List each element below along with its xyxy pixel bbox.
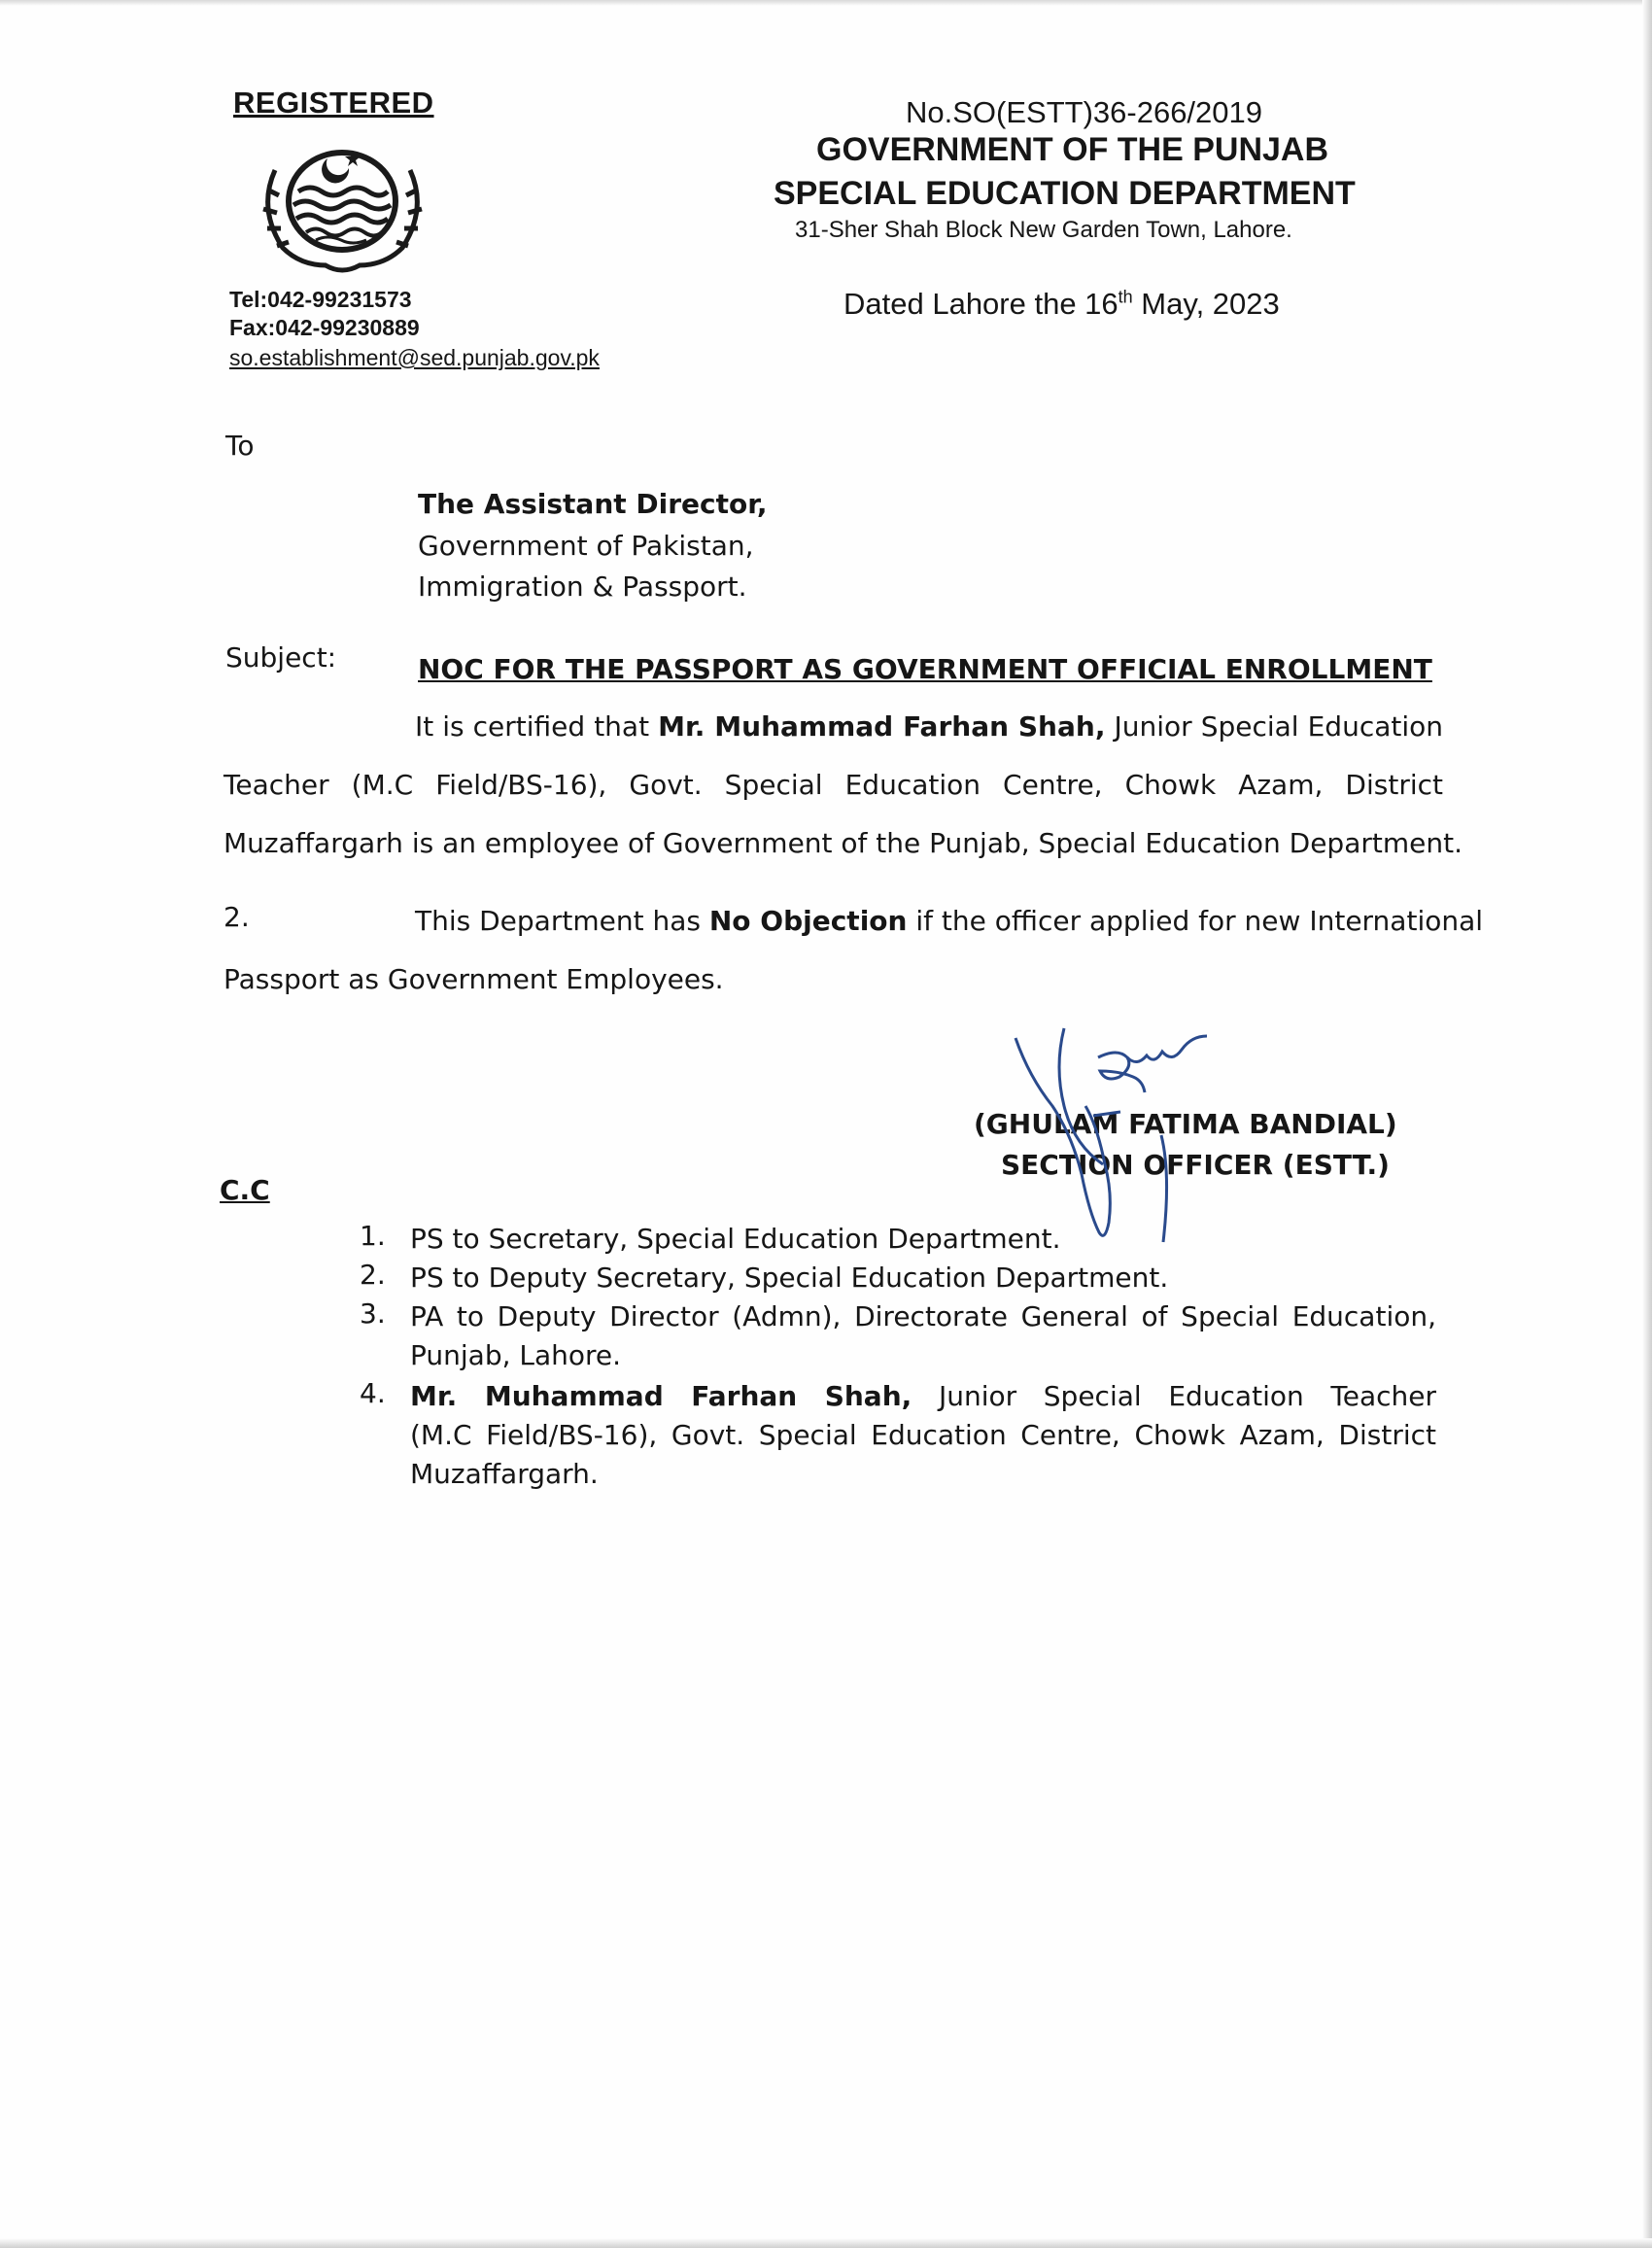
paragraph-1-line-2: Teacher (M.C Field/BS-16), Govt. Special Education Centre, Chowk Azam, District bbox=[224, 769, 1443, 801]
cc-item-2 bbox=[360, 1259, 1436, 1297]
cc-item-number: 4. bbox=[360, 1377, 386, 1409]
paragraph-2-line-2: Passport as Government Employees. bbox=[224, 963, 724, 995]
cc-item-text: PS to Secretary, Special Education Department. bbox=[410, 1223, 1061, 1255]
to-label: To bbox=[225, 430, 255, 462]
letter-date: Dated Lahore the 16th May, 2023 bbox=[843, 287, 1280, 321]
government-name: GOVERNMENT OF THE PUNJAB bbox=[816, 131, 1329, 168]
telephone: Tel:042-99231573 bbox=[229, 287, 412, 312]
reference-number: No.SO(ESTT)36-266/2019 bbox=[906, 95, 1263, 129]
scan-edge-right bbox=[1642, 0, 1652, 2248]
addressee-department: Immigration & Passport. bbox=[418, 571, 747, 603]
paragraph-1-line-3: Muzaffargarh is an employee of Government of the Punjab, Special Education Department. bbox=[224, 827, 1463, 859]
cc-item-number: 3. bbox=[360, 1297, 386, 1330]
subject-label: Subject: bbox=[225, 641, 337, 674]
cc-item-text: PS to Deputy Secretary, Special Education Department. bbox=[410, 1262, 1169, 1294]
scan-edge-top bbox=[0, 0, 1652, 6]
registered-label: REGISTERED bbox=[233, 86, 434, 120]
paragraph-2-line-1: This Department has No Objection if the officer applied for new International bbox=[415, 905, 1484, 937]
department-name: SPECIAL EDUCATION DEPARTMENT bbox=[774, 175, 1356, 212]
cc-item-1 bbox=[360, 1220, 1436, 1259]
paragraph-1 bbox=[224, 698, 1463, 873]
cc-item-3 bbox=[360, 1297, 1436, 1375]
cc-item-text: PA to Deputy Director (Admn), Directorate General of Special Education, bbox=[410, 1300, 1436, 1332]
department-address: 31-Sher Shah Block New Garden Town, Lahore. bbox=[795, 217, 1292, 243]
addressee-organization: Government of Pakistan, bbox=[418, 530, 754, 562]
handwritten-signature bbox=[1006, 1019, 1234, 1252]
cc-item-text-end: Muzaffargarh. bbox=[410, 1458, 599, 1490]
paragraph-2 bbox=[224, 892, 1484, 1009]
punjab-emblem-icon bbox=[248, 131, 437, 277]
cc-item-text: Mr. Muhammad Farhan Shah, Junior Special Education Teacher bbox=[410, 1380, 1436, 1412]
cc-list bbox=[360, 1220, 1436, 1494]
signatory-name: (GHULAM FATIMA BANDIAL) bbox=[974, 1108, 1397, 1140]
cc-label: C.C bbox=[220, 1174, 270, 1206]
subject-text: NOC FOR THE PASSPORT AS GOVERNMENT OFFICIAL ENROLLMENT bbox=[418, 653, 1432, 685]
email-link[interactable]: so.establishment@sed.punjab.gov.pk bbox=[229, 345, 600, 370]
cc-item-text-continued: Punjab, Lahore. bbox=[410, 1339, 622, 1371]
cc-item-number: 2. bbox=[360, 1259, 386, 1291]
scan-edge-bottom bbox=[0, 2238, 1652, 2248]
fax: Fax:042-99230889 bbox=[229, 315, 420, 340]
cc-item-4 bbox=[360, 1377, 1436, 1494]
cc-item-number: 1. bbox=[360, 1220, 386, 1252]
signatory-designation: SECTION OFFICER (ESTT.) bbox=[1001, 1149, 1390, 1181]
addressee-title: The Assistant Director, bbox=[418, 488, 768, 520]
cc-item-text-continued: (M.C Field/BS-16), Govt. Special Education Centre, Chowk Azam, District bbox=[410, 1419, 1436, 1451]
paragraph-1-line-1: It is certified that Mr. Muhammad Farhan Shah, Junior Special Education bbox=[415, 710, 1443, 743]
paragraph-2-number: 2. bbox=[224, 901, 250, 933]
